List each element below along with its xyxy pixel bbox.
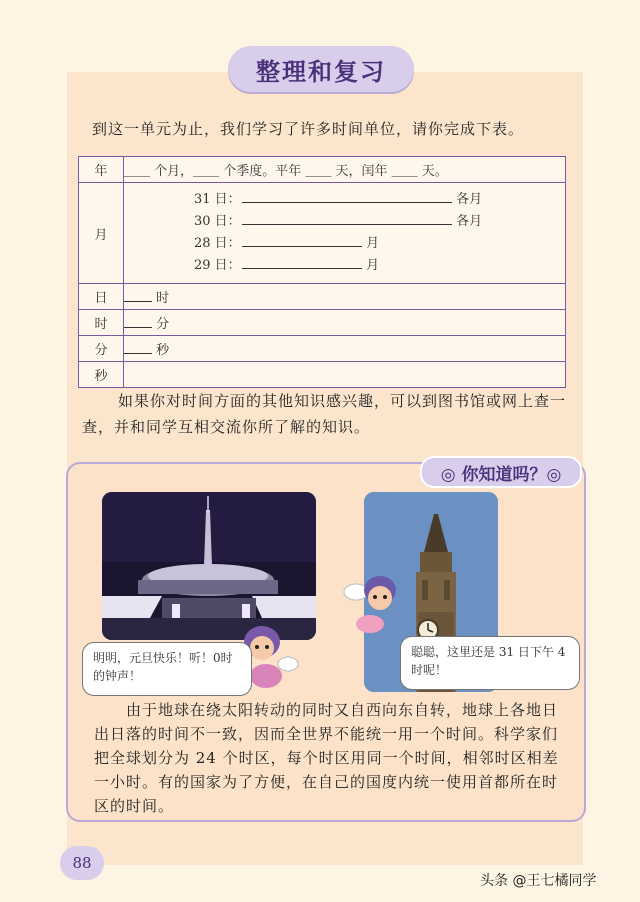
second-label: 秒	[79, 362, 124, 388]
month-cell	[124, 183, 566, 284]
month-line-29: 29 日： 月	[194, 258, 380, 273]
page-number: 88	[60, 846, 104, 880]
night-building-photo	[102, 492, 316, 640]
month-line-31: 31 日： 各月	[194, 192, 483, 207]
year-fill-text: ＿＿ 个月，＿＿ 个季度。平年 ＿＿ 天，闰年 ＿＿ 天。	[124, 157, 566, 183]
month-line-28: 28 日： 月	[194, 236, 380, 251]
minute-cell: 秒	[124, 336, 566, 362]
time-zone-explanation: 由于地球在绕太阳转动的同时又自西向东自转，地球上各地日出日落的时间不一致，因而全世界不能统一用一个时间。科学家们把全球划分为 24 个时区，每个时区用同一个时间，相邻时区相差一小时。有的国家为了方便，在自己的国度内统一使用首都所在时区的时间。	[94, 701, 559, 815]
month-line-30: 30 日： 各月	[194, 214, 483, 229]
month-label: 月	[79, 183, 124, 284]
table-row-hour	[79, 310, 566, 336]
night-building-illustration	[102, 492, 316, 640]
hour-cell: 分	[124, 310, 566, 336]
watermark: 头条 @王七橘同学	[480, 873, 597, 889]
day-label: 日	[79, 284, 124, 310]
table-row-minute	[79, 336, 566, 362]
intro-text: 到这一单元为止，我们学习了许多时间单位，请你完成下表。	[92, 120, 525, 138]
table-row-year	[79, 157, 566, 183]
day-cell: 时	[124, 284, 566, 310]
hour-label: 时	[79, 310, 124, 336]
speech-bubble-mingming: 明明，元旦快乐！听！0时的钟声！	[82, 642, 252, 696]
table-row-day	[79, 284, 566, 310]
year-label: 年	[79, 157, 124, 183]
boy-cartoon	[340, 572, 414, 638]
second-cell	[124, 362, 566, 388]
time-units-table	[78, 156, 566, 388]
table-row-second	[79, 362, 566, 388]
page-title: 整理和复习	[228, 46, 414, 92]
speech-bubble-congcong: 聪聪，这里还是 31 日下午 4 时呢！	[400, 636, 580, 690]
table-row-month	[79, 183, 566, 284]
did-you-know-badge: ◎ 你知道吗？◎	[420, 456, 582, 488]
extension-text: 如果你对时间方面的其他知识感兴趣，可以到图书馆或网上查一查，并和同学互相交流你所了解的知识。	[82, 392, 567, 436]
minute-label: 分	[79, 336, 124, 362]
